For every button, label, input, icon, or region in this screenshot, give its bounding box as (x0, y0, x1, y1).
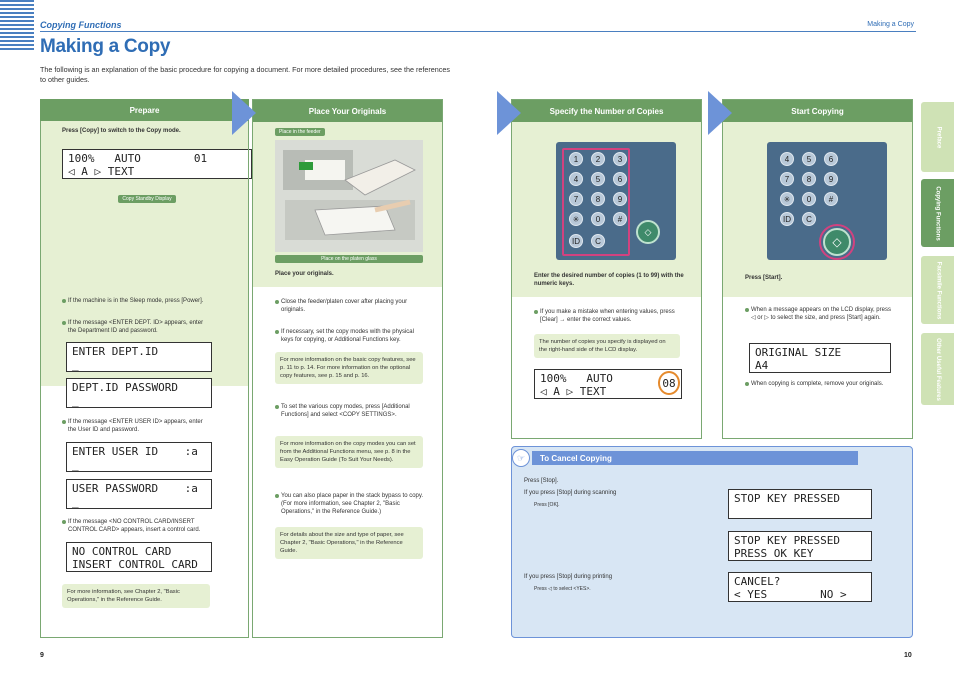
cancel-sub-ok: Press [OK]. (534, 502, 560, 508)
place-note-modes: For more information on the copy modes you can set from the Additional Functions menu, see p. 8 in the Easy Operation Guide (To Suit Your Needs). (275, 436, 423, 468)
tab-copying-label: Copying Functions (935, 185, 942, 241)
cancel-press-stop: Press [Stop]. (524, 478, 559, 484)
cancel-title: To Cancel Copying (532, 451, 858, 465)
key-star: ✳ (569, 212, 583, 226)
column-start (722, 99, 913, 439)
prepare-bullet-user: If the message <ENTER USER ID> appears, enter the User ID and password. (62, 418, 212, 434)
cancel-if-scanning: If you press [Stop] during scanning (524, 490, 617, 496)
key-4: 4 (780, 152, 794, 166)
key-hash: # (613, 212, 627, 226)
tab-preface-label: Preface (935, 126, 941, 148)
copy-count-value: 08 (658, 371, 680, 395)
step-arrow-2 (497, 91, 521, 135)
header-rule (40, 31, 916, 32)
keypad-image (556, 142, 676, 260)
standby-label: Copy Standby Display (118, 195, 175, 203)
start-keypad-image (767, 142, 887, 260)
section-label: Copying Functions (40, 20, 122, 30)
start-instruction: Press [Start]. (745, 275, 783, 281)
tab-preface[interactable] (921, 102, 954, 172)
key-3: 3 (613, 152, 627, 166)
place-bullet-modes: If necessary, set the copy modes with the physical keys for copying, or Additional Functions key. (275, 328, 425, 344)
place-note-paper: For details about the size and type of paper, see Chapter 2, "Basic Operations," in the Reference Guide. (275, 527, 423, 559)
place-bullet-additional: To set the various copy modes, press [Additional Functions] and select <COPY SETTINGS>. (275, 403, 425, 419)
key-6: 6 (613, 172, 627, 186)
step-start-header: Start Copying (723, 100, 912, 122)
lcd-enter-user: ENTER USER ID :a _ (66, 442, 212, 472)
start-key-icon: ◇ (636, 220, 660, 244)
key-7: 7 (569, 192, 583, 206)
lcd-enter-dept: ENTER DEPT.ID _ (66, 342, 212, 372)
lcd-control-card: NO CONTROL CARD INSERT CONTROL CARD (66, 542, 212, 572)
page-title: Making a Copy (40, 36, 171, 57)
tab-copying-functions[interactable] (921, 179, 954, 247)
lcd-standby: 100% AUTO 01 ◁ A ▷ TEXT (62, 149, 252, 179)
lcd-user-password: USER PASSWORD :a _ (66, 479, 212, 509)
place-bullet-close: Close the feeder/platen cover after placing your originals. (275, 298, 425, 314)
hand-icon: ☞ (512, 449, 530, 467)
place-note-features: For more information on the basic copy features, see p. 11 to p. 14. For more information on the optional copy features, see p. 15 and p. 16. (275, 352, 423, 384)
tab-other-features[interactable] (921, 333, 954, 405)
start-bullet-remove: When copying is complete, remove your originals. (745, 380, 895, 388)
start-green-panel (723, 122, 912, 297)
cancel-sub-yes: Press ◁ to select <YES>. (534, 586, 591, 592)
feeder-label: Place in the feeder (275, 128, 325, 136)
column-place (252, 99, 443, 638)
key-8: 8 (591, 192, 605, 206)
page-number-right: 10 (904, 652, 912, 659)
key-5: 5 (802, 152, 816, 166)
lcd-copy-count-text: 100% AUTO ◁ A ▷ TEXT (540, 372, 613, 398)
prepare-bullet-dept: If the message <ENTER DEPT. ID> appears, enter the Department ID and password. (62, 319, 212, 335)
key-id: ID (780, 212, 794, 226)
specify-note: The number of copies you specify is displayed on the right-hand side of the LCD display. (534, 334, 680, 358)
lcd-stop-pressed: STOP KEY PRESSED (728, 489, 872, 519)
tab-facsimile-label: Facsimile Functions (935, 261, 941, 319)
key-1: 1 (569, 152, 583, 166)
prepare-instruction: Press [Copy] to switch to the Copy mode. (62, 128, 181, 134)
start-bullet-size: When a message appears on the LCD display, press ◁ or ▷ to select the size, and press [Start] again. (745, 306, 895, 322)
key-9: 9 (824, 172, 838, 186)
step-specify-header: Specify the Number of Copies (512, 100, 701, 122)
lcd-original-size: ORIGINAL SIZE A4 (749, 343, 891, 373)
key-8: 8 (802, 172, 816, 186)
specify-green-panel (512, 122, 701, 297)
prepare-bullet-sleep: If the machine is in the Sleep mode, press [Power]. (62, 297, 212, 305)
step-prepare-header: Prepare (40, 99, 249, 121)
specify-instruction: Enter the desired number of copies (1 to 99) with the numeric keys. (534, 273, 684, 287)
corner-decoration (0, 0, 34, 52)
key-clear: C (591, 234, 605, 248)
place-instruction: Place your originals. (275, 271, 334, 277)
key-0: 0 (591, 212, 605, 226)
step-arrow-3 (708, 91, 732, 135)
lcd-dept-password: DEPT.ID PASSWORD _ (66, 378, 212, 408)
cancel-if-printing: If you press [Stop] during printing (524, 574, 613, 580)
lcd-cancel-prompt: CANCEL? < YES NO > (728, 572, 872, 602)
page-number-left: 9 (40, 652, 44, 659)
step-place-header: Place Your Originals (253, 100, 442, 122)
key-hash: # (824, 192, 838, 206)
tab-facsimile-functions[interactable] (921, 256, 954, 324)
column-specify (511, 99, 702, 439)
place-green-panel (253, 122, 442, 287)
platen-label: Place on the platen glass (275, 255, 423, 263)
lcd-stop-press-ok: STOP KEY PRESSED PRESS OK KEY (728, 531, 872, 561)
key-9: 9 (613, 192, 627, 206)
key-7: 7 (780, 172, 794, 186)
key-4: 4 (569, 172, 583, 186)
place-bullet-bypass: You can also place paper in the stack bypass to copy. (For more information, see Chapter 2, "Basic Operations," in the Reference Guide.) (275, 492, 425, 516)
copier-illustration (275, 140, 423, 252)
cancel-copying-box (511, 446, 913, 638)
specify-bullet-clear: If you make a mistake when entering values, press [Clear] → enter the correct values. (534, 308, 684, 324)
key-2: 2 (591, 152, 605, 166)
prepare-note: For more information, see Chapter 2, "Basic Operations," in the Reference Guide. (62, 584, 210, 608)
start-key-icon: ◇ (823, 228, 851, 256)
key-6: 6 (824, 152, 838, 166)
running-header: Making a Copy (867, 21, 914, 28)
tab-other-label: Other Useful Features (935, 337, 941, 401)
intro-text: The following is an explanation of the basic procedure for copying a document. For more detailed procedures, see the references to other guides. (40, 65, 450, 84)
key-clear: C (802, 212, 816, 226)
key-id: ID (569, 234, 583, 248)
key-0: 0 (802, 192, 816, 206)
step-arrow-1 (232, 91, 256, 135)
key-star: ✳ (780, 192, 794, 206)
prepare-bullet-card: If the message <NO CONTROL CARD/INSERT CONTROL CARD> appears, insert a control card. (62, 518, 212, 534)
key-5: 5 (591, 172, 605, 186)
